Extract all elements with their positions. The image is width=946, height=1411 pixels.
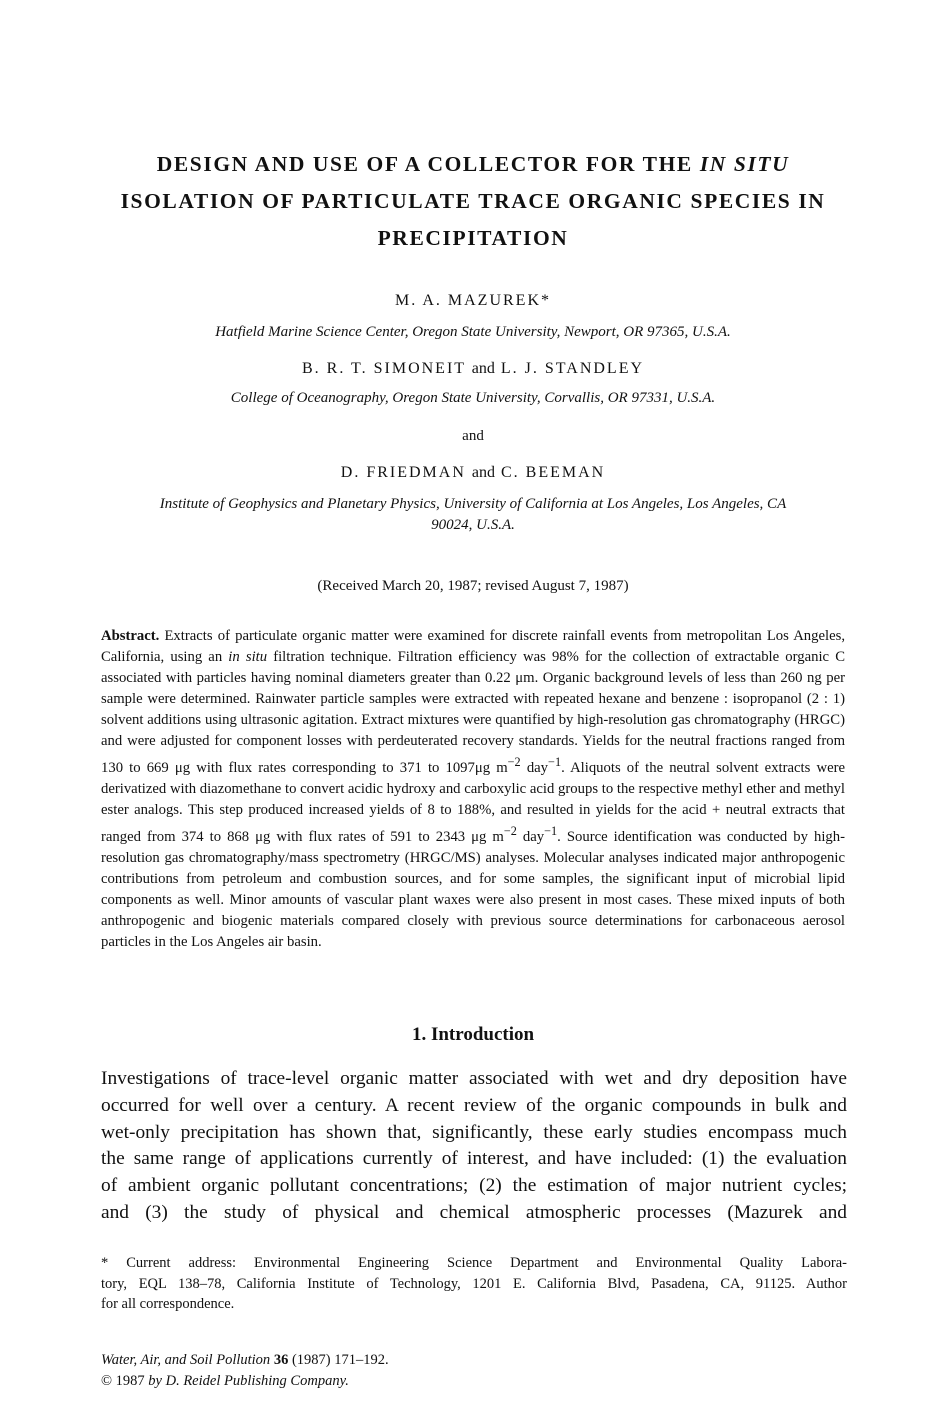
journal-reference: [101, 1350, 389, 1371]
publisher: by D. Reidel Publishing Company.: [148, 1373, 349, 1389]
affiliation-oceanography: College of Oceanography, Oregon State University, Corvallis, OR 97331, U.S.A.: [230, 390, 716, 406]
section-heading-introduction: 1. Introduction: [411, 1024, 535, 1045]
footnote-line: tory, EQL 138–78, California Institute of Technology, 1201 E. California Blvd, Pasadena, CA, 91125. Author: [101, 1275, 847, 1292]
affiliation-ucla-line-2: 90024, U.S.A.: [431, 517, 515, 533]
author-beeman: C. BEEMAN: [501, 464, 606, 481]
author-line-friedman-beeman: [70, 464, 876, 482]
intro-line: and (3) the study of physical and chemical atmospheric processes (Mazurek and: [101, 1201, 847, 1223]
title-line-1: DESIGN AND USE OF A COLLECTOR FOR THE IN SITU: [156, 152, 790, 176]
intro-line: the same range of applications currently of interest, and have included: (1) the evaluation: [101, 1148, 847, 1170]
footnote-current-address: [101, 1253, 847, 1315]
journal-volume: 36: [273, 1352, 289, 1368]
footnote-line: * Current address: Environmental Engineering Science Department and Environmental Quality Labora-: [101, 1255, 847, 1271]
footnote-line: for all correspondence.: [101, 1296, 235, 1312]
author-separator-and: and: [462, 428, 484, 444]
abstract-label: Abstract.: [101, 628, 160, 644]
author-line-simoneit-standley: [70, 360, 876, 378]
title-italic-term: IN SITU: [699, 152, 790, 176]
author-mazurek: M. A. MAZUREK*: [394, 292, 551, 309]
intro-line: Investigations of trace-level organic matter associated with wet and dry deposition have: [101, 1068, 847, 1089]
journal-citation: [101, 1350, 389, 1392]
title-line-2: ISOLATION OF PARTICULATE TRACE ORGANIC SPECIES IN: [120, 189, 826, 213]
intro-line: of ambient organic pollutant concentrations; (2) the estimation of major nutrient cycles;: [101, 1175, 847, 1197]
affiliation-ucla-line-1: Institute of Geophysics and Planetary Physics, University of California at Los Angeles, Los Angeles, CA: [159, 496, 787, 512]
journal-name: Water, Air, and Soil Pollution: [101, 1352, 271, 1368]
journal-pages: (1987) 171–192.: [288, 1352, 389, 1368]
received-dates: (Received March 20, 1987; revised August 7, 1987): [317, 578, 629, 594]
title-line-3: PRECIPITATION: [377, 226, 569, 250]
paper-title: [90, 146, 856, 257]
abstract: Abstract. Extracts of particulate organic matter were examined for discrete rainfall events from metropolitan Los Angeles, California, using an in situ filtration technique. Filtration efficiency was 98% for the collection of extractable organic C associated with particles having nominal diameters greater than 0.22 μm. Organic background levels of less than 260 ng per sample were determined. Rainwater particle samples were extracted with repeated hexane and benzene : isopropanol (2 : 1) solvent additions using ultrasonic agitation. Extract mixtures were quantified by high-resolution gas chromatography (HRGC) and were adjusted for component losses with perdeuterated recovery standards. Yields for the neutral fractions ranged from 130 to 669 μg with flux rates corresponding to 371 to 1097μg $m^{-2}$ day$^{-1}$. Aliquots of the neutral solvent extracts were derivatized with diazomethane to convert acidic hydroxy and carboxylic acid groups to the respective methyl ether and methyl ester analogs. This step produced increased yields of 8 to 188%, and resulted in yields for the acid + neutral extracts that ranged from 374 to 868 μg with flux rates of 591 to 2343 μg $m^{-2}$ day$^{-1}$. Source identification was conducted by high-resolution gas chromatography/mass spectrometry (HRGC/MS) analyses. Molecular analyses indicated major anthropogenic contributions from petroleum and combustion sources, and for some samples, the significant input of microbial lipid components as well. Minor amounts of vascular plant waxes were also present in most cases. These mixed inputs of both anthropogenic and biogenic materials compared closely with previous source determinations for carbonaceous aerosol particles in the Los Angeles air basin.: [101, 628, 846, 950]
copyright-notice: © 1987 by D. Reidel Publishing Company.: [101, 1373, 349, 1389]
author-simoneit: B. R. T. SIMONEIT: [301, 360, 466, 377]
intro-line: occurred for well over a century. A recent review of the organic compounds in bulk and: [101, 1094, 847, 1116]
introduction-paragraph: [101, 1066, 847, 1227]
author-standley: L. J. STANDLEY: [500, 360, 645, 377]
author-and-2: and: [471, 464, 495, 481]
author-friedman: D. FRIEDMAN: [340, 464, 466, 481]
author-and: and: [471, 360, 495, 377]
affiliation-hatfield: Hatfield Marine Science Center, Oregon State University, Newport, OR 97365, U.S.A.: [215, 324, 731, 340]
intro-line: wet-only precipitation has shown that, significantly, these early studies encompass much: [101, 1121, 847, 1143]
